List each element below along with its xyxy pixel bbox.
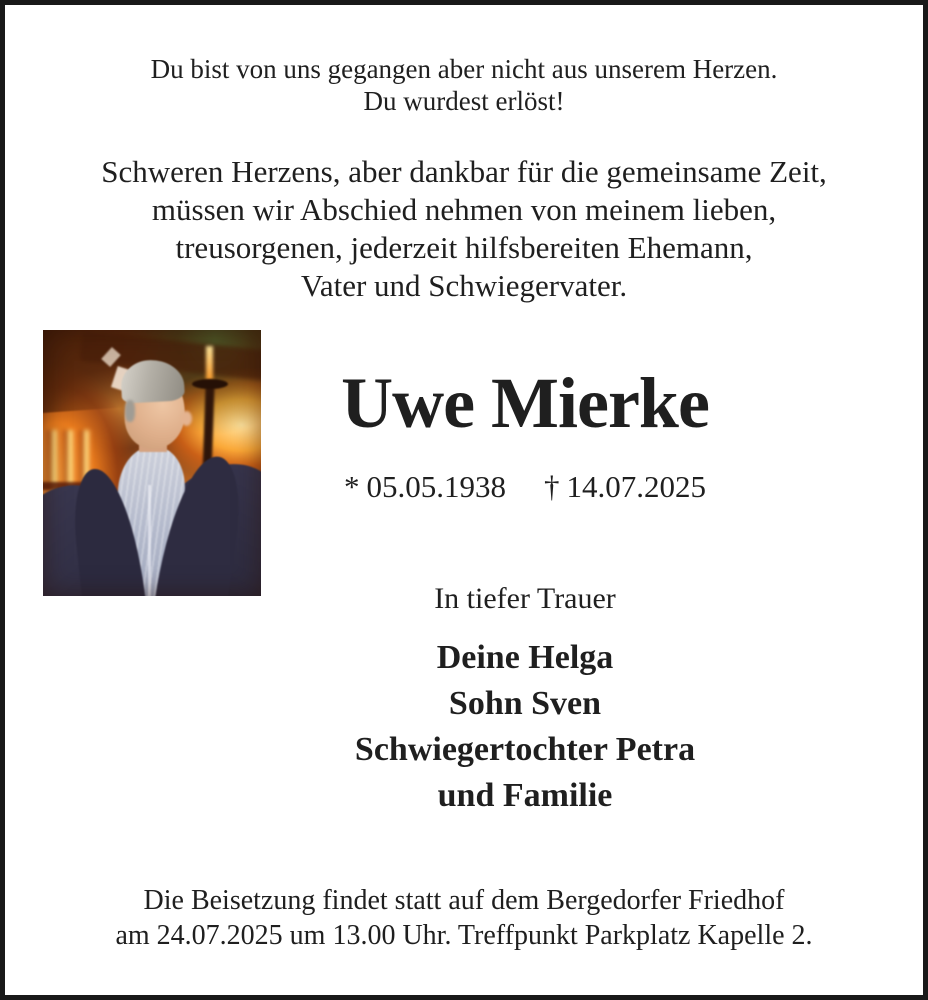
life-dates <box>270 469 780 505</box>
funeral-info-line: Die Beisetzung findet statt auf dem Bergedorfer Friedhof <box>143 885 785 916</box>
birth-date-value: 05.05.1938 <box>366 469 506 504</box>
epigraph-line-2: Du wurdest erlöst! <box>363 86 565 116</box>
portrait-photo <box>43 330 261 596</box>
farewell-line: treusorgenen, jederzeit hilfsbereiten Ehemann, <box>175 230 753 265</box>
deceased-name: Uwe Mierke <box>341 363 709 443</box>
funeral-info-line: am 24.07.2025 um 13.00 Uhr. Treffpunkt Parkplatz Kapelle 2. <box>115 920 813 951</box>
death-date <box>544 469 706 504</box>
funeral-information <box>5 883 923 953</box>
birth-date <box>344 469 506 504</box>
family-member: Sohn Sven <box>448 685 602 722</box>
death-date-value: 14.07.2025 <box>566 469 706 504</box>
family-member: Deine Helga <box>436 639 614 676</box>
photo-vignette <box>43 330 261 596</box>
died-symbol: † <box>544 469 560 504</box>
epigraph-line-1: Du bist von uns gegangen aber nicht aus unserem Herzen. <box>150 54 778 84</box>
family-member: und Familie <box>437 777 613 814</box>
born-symbol: * <box>344 469 360 504</box>
epigraph <box>5 53 923 117</box>
farewell-line: Vater und Schwiegervater. <box>300 268 628 303</box>
farewell-message <box>5 153 923 305</box>
family-member: Schwiegertochter Petra <box>354 731 696 768</box>
farewell-line: müssen wir Abschied nehmen von meinem lieben, <box>151 192 777 227</box>
farewell-line: Schweren Herzens, aber dankbar für die gemeinsame Zeit, <box>101 154 827 189</box>
condolence-intro: In tiefer Trauer <box>434 582 616 615</box>
mourning-family-list <box>270 635 780 819</box>
